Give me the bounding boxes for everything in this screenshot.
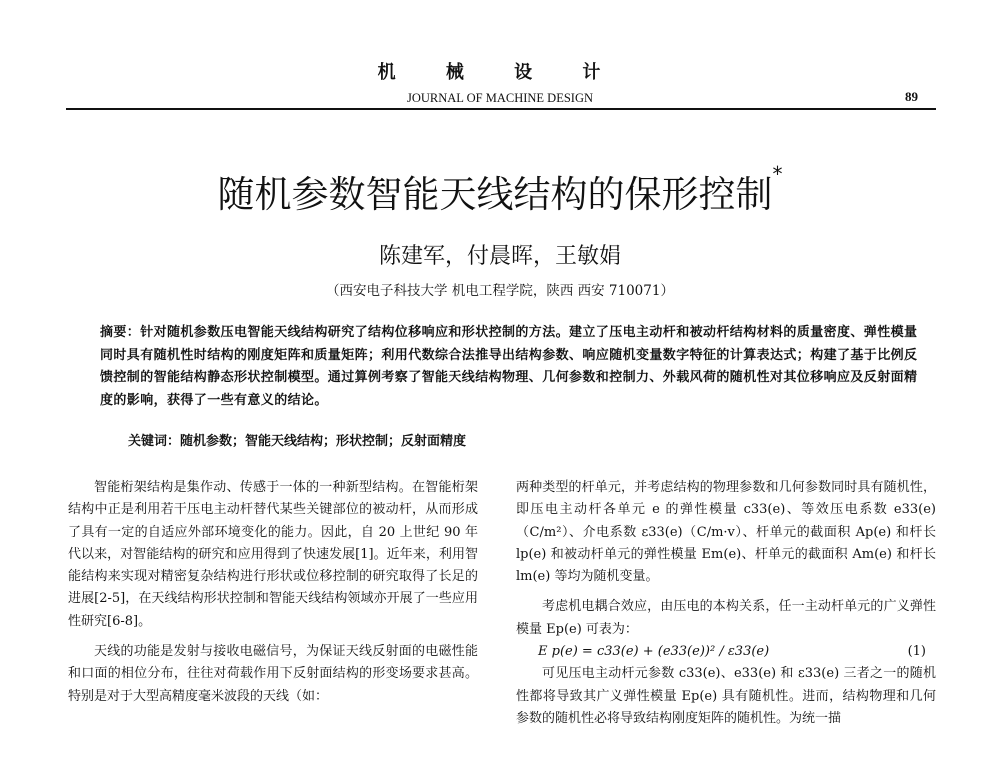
abstract [100,322,920,412]
article-title [0,164,1000,218]
body-paragraph: 天线的功能是发射与接收电磁信号，为保证天线反射面的电磁性能和口面的相位分布，往往对荷载作用下反射面结构的形变场要求甚高。特别是对于大型高精度毫米波段的天线（如： [68,644,478,704]
affiliation: （西安电子科技大学 机电工程学院，陕西 西安 710071） [326,283,674,299]
keywords [128,430,920,449]
body-paragraph: 智能桁架结构是集作动、传感于一体的一种新型结构。在智能桁架结构中正是利用若干压电主动杆替代某些关键部位的被动杆，从而形成了具有一定的自适应外部环境变化的能力。因此，自 20 上世纪 90 年代以来，对智能结构的研究和应用得到了快速发展[1]。近年来，利用智能结构来实现对精密复杂结构进行形状或位移控制的研究取得了长足的进展[2-5]，在天线结构形状控制和智能天线结构领域亦开展了一些应用性研究[6-8]。 [68,480,478,629]
abstract-text: 针对随机参数压电智能天线结构研究了结构位移响应和形状控制的方法。建立了压电主动杆和被动杆结构材料的质量密度、弹性模量同时具有随机性时结构的刚度矩阵和质量矩阵；利用代数综合法推导出结构参数、响应随机变量数字特征的计算表达式；构建了基于比例反馈控制的智能结构静态形状控制模型。通过算例考察了智能天线结构物理、几何参数和控制力、外载风荷的随机性对其位移响应及反射面精度的影响，获得了一些有意义的结论。 [100,325,918,408]
article-title-text: 随机参数智能天线结构的保形控制 [217,173,773,216]
keywords-text: 随机参数；智能天线结构；形状控制；反射面精度 [180,434,467,449]
journal-title-cn: 机 械 设 计 [377,62,623,83]
body-left-column [68,477,478,708]
equation-number: (1) [907,644,926,660]
author-list: 陈建军，付晨晖，王敏娟 [378,244,621,269]
equation-1 [516,641,936,663]
equation-text: E p(e) = c33(e) + (e33(e))² / ε33(e) [538,644,770,660]
body-paragraph: 两种类型的杆单元，并考虑结构的物理参数和几何参数同时具有随机性，即压电主动杆各单元 e 的弹性模量 c33(e)、等效压电系数 e33(e)（C/m²）、介电系数 ε33(e)（C/m·v）、杆单元的截面积 Ap(e) 和杆长 lp(e) 和被动杆单元的弹性模量 Em(e)、杆单元的截面积 Am(e) 和杆长 lm(e) 等均为随机变量。 [516,480,936,585]
page-number: 89 [905,89,918,104]
header-rule [66,108,936,110]
body-right-column [516,477,936,730]
body-paragraph: 考虑机电耦合效应，由压电的本构关系，任一主动杆单元的广义弹性模量 Ep(e) 可表为： [516,599,936,637]
keywords-label: 关键词： [128,434,181,449]
body-paragraph: 可见压电主动杆元参数 c33(e)、e33(e) 和 ε33(e) 三者之一的随机性都将导致其广义弹性模量 Ep(e) 具有随机性。进而，结构物理和几何参数的随机性必将导致结构刚度矩阵的随机性。为统一描 [516,666,936,726]
abstract-label: 摘要： [100,325,141,340]
title-footnote-mark: * [772,162,783,186]
journal-title-en: JOURNAL OF MACHINE DESIGN [407,91,593,105]
